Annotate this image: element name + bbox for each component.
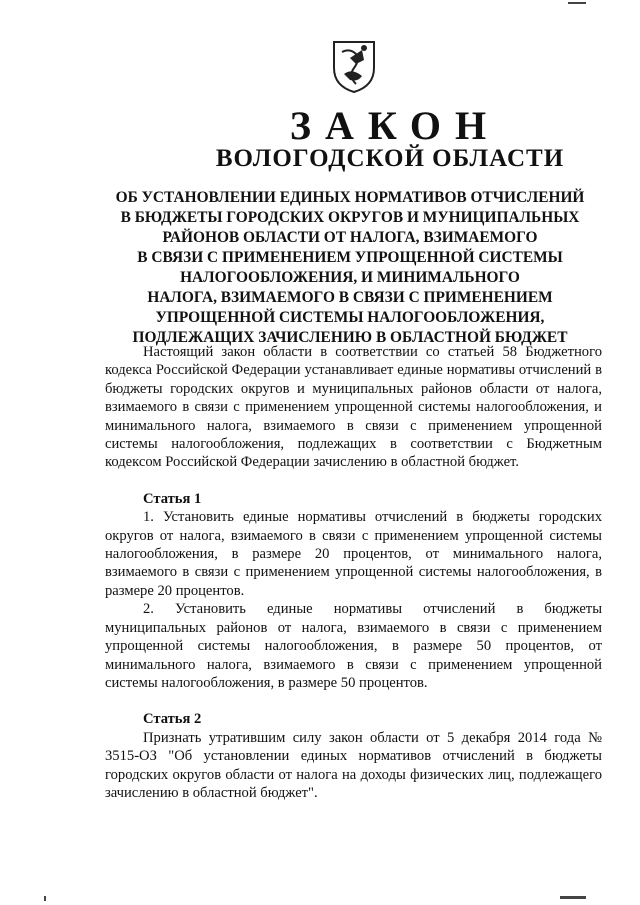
article-2-heading: Статья 2	[143, 711, 202, 728]
title-line: УПРОЩЕННОЙ СИСТЕМЫ НАЛОГООБЛОЖЕНИЯ,	[155, 309, 545, 326]
vologda-coat-of-arms-icon	[330, 38, 378, 94]
title-line: ПОДЛЕЖАЩИХ ЗАЧИСЛЕНИЮ В ОБЛАСТНОЙ БЮДЖЕТ	[132, 329, 568, 346]
law-heading: ЗАКОН	[289, 103, 501, 148]
article-1-heading: Статья 1	[143, 490, 202, 507]
scan-mark	[560, 896, 586, 899]
title-line: В БЮДЖЕТЫ ГОРОДСКИХ ОКРУГОВ И МУНИЦИПАЛЬНЫХ	[120, 209, 580, 226]
title-line: В СВЯЗИ С ПРИМЕНЕНИЕМ УПРОЩЕННОЙ СИСТЕМЫ	[137, 249, 563, 266]
scan-mark	[44, 896, 46, 901]
law-body	[105, 343, 602, 802]
article-1-paragraph-2: 2. Установить единые нормативы отчислений в бюджеты муниципальных районов от налога, взимаемого в связи с применением упрощенной системы налогообложения, в размере 50 процентов, от минимального налога, взимаемого в связи с применением упрощенной системы налогообложения, в размере 50 процентов.	[105, 601, 602, 691]
article-2-paragraph-1: Признать утратившим силу закон области от 5 декабря 2014 года № 3515-ОЗ "Об установлении единых нормативов отчислений в бюджеты городских округов области от налога на доходы физических лиц, подлежащего зачислению в областной бюджет".	[105, 729, 602, 801]
article-1-paragraph-1: 1. Установить единые нормативы отчислений в бюджеты городских округов от налога, взимаемого в связи с применением упрощенной системы налогообложения, в размере 20 процентов, от минимального налога, взимаемого в связи с применением упрощенной системы налогообложения, в размере 20 процентов.	[105, 509, 602, 599]
title-line: НАЛОГООБЛОЖЕНИЯ, И МИНИМАЛЬНОГО	[180, 269, 520, 286]
title-line: НАЛОГА, ВЗИМАЕМОГО В СВЯЗИ С ПРИМЕНЕНИЕМ	[147, 289, 553, 306]
scan-mark	[568, 2, 586, 4]
preamble-paragraph: Настоящий закон области в соответствии со статьей 58 Бюджетного кодекса Российской Федерации устанавливает единые нормативы отчислений в бюджеты городских округов и муниципальных районов области от налога, взимаемого в связи с применением упрощенной системы налогообложения, и минимального налога, взимаемого в связи с применением упрощенной системы налогообложения, подлежащих в соответствии с Бюджетным кодексом Российской Федерации зачислению в областной бюджет.	[105, 344, 602, 471]
title-line: ОБ УСТАНОВЛЕНИИ ЕДИНЫХ НОРМАТИВОВ ОТЧИСЛЕНИЙ	[115, 189, 585, 206]
title-line: РАЙОНОВ ОБЛАСТИ ОТ НАЛОГА, ВЗИМАЕМОГО	[162, 229, 538, 246]
region-heading: ВОЛОГОДСКОЙ ОБЛАСТИ	[215, 145, 565, 172]
law-title	[100, 188, 600, 348]
